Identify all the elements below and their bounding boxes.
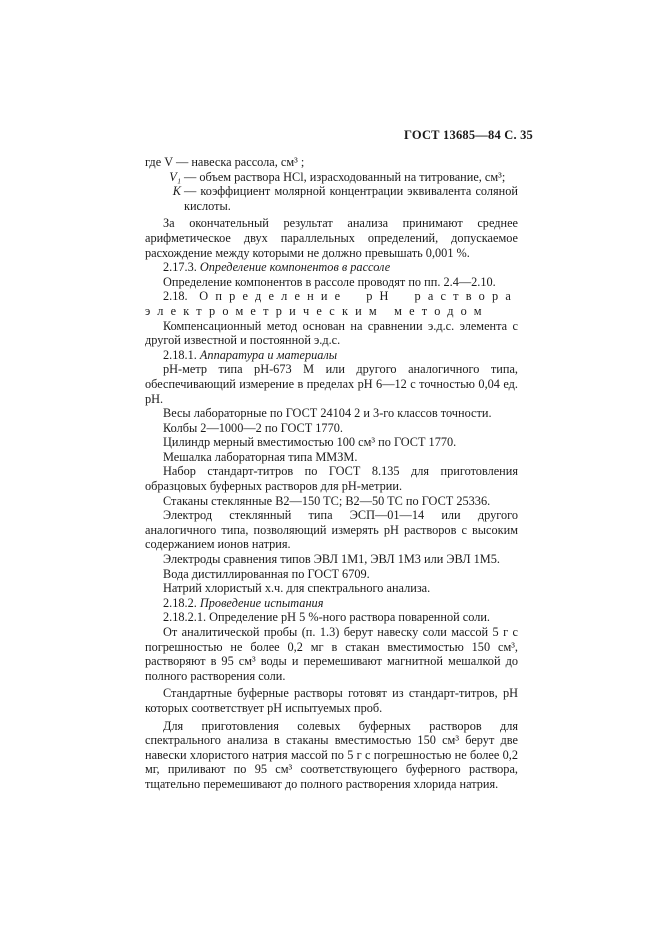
where-v-line: где V — навеска рассола, см³ ; (145, 155, 305, 169)
beakers-item: Стаканы стеклянные B2—150 TC; B2—50 TC по ГОСТ 25336. (163, 493, 491, 508)
ph-meter-item: pH-метр типа pH-673 M или другого аналогичного типа, обеспечивающий измерение в пределах pH 6—12 с точностью 0,04 ед. pH. (145, 362, 518, 406)
flasks-item: Колбы 2—1000—2 по ГОСТ 1770. (163, 420, 343, 435)
water-item: Вода дистиллированная по ГОСТ 6709. (163, 566, 370, 581)
section-number: 2.17.3. (163, 260, 197, 275)
page-header: ГОСТ 13685—84 С. 35 (404, 128, 533, 142)
sample-paragraph: От аналитической пробы (п. 1.3) берут навеску соли массой 5 г с погрешностью не более 0,2 мг в стакан вместимостью 150 см³, растворяют в 95 см³ воды и перемешивают магнитной мешалкой до полного растворения соли. (145, 625, 518, 683)
electrode-item: Электрод стеклянный типа ЭСП—01—14 или другого аналогичного типа, позволяющий измерять pH растворов с высоким содержанием ионов натрия. (145, 508, 518, 552)
cylinder-item: Цилиндр мерный вместимостью 100 см³ по ГОСТ 1770. (163, 435, 457, 450)
method-paragraph: Компенсационный метод основан на сравнении э.д.с. элемента с другой известной и постоянной э.д.с. (145, 318, 518, 348)
section-title: Определение pH раствора электрометрическим методом (145, 289, 519, 318)
nacl-item: Натрий хлористый х.ч. для спектрального анализа. (163, 581, 431, 596)
k-text: — коэффициент молярной концентрации эквивалента соляной кислоты. (184, 184, 518, 213)
section-2-18-heading (145, 289, 518, 318)
section-2-18-2-1: 2.18.2.1. Определение pH 5 %-ного раствора поваренной соли. (163, 610, 491, 625)
k-symbol: K (172, 184, 181, 199)
stirrer-item: Мешалка лабораторная типа ММЗМ. (163, 449, 358, 464)
salt-buffers-paragraph: Для приготовления солевых буферных растворов для спектрального анализа в стаканы вместимостью 150 см³ берут две навески хлористого натрия массой по 5 г с погрешностью не более 0,2 мг, приливают по 95 см³ соответствующего буферного раствора, тщательно перемешивают до полного растворения хлорида натрия. (145, 718, 518, 791)
section-2-17-3-heading (145, 260, 518, 275)
section-number: 2.18. (163, 289, 188, 304)
titrants-item: Набор стандарт-титров по ГОСТ 8.135 для приготовления образцовых буферных растворов для pH-метрии. (145, 464, 518, 494)
section-2-18-1-heading (145, 348, 518, 363)
v1-definition (145, 170, 518, 185)
body-text (145, 155, 518, 792)
section-number: 2.18.1. (163, 347, 197, 362)
components-paragraph: Определение компонентов в рассоле проводят по пп. 2.4—2.10. (163, 274, 496, 289)
ref-electrodes-item: Электроды сравнения типов ЭВЛ 1M1, ЭВЛ 1M3 или ЭВЛ 1M5. (163, 552, 500, 567)
buffers-paragraph: Стандартные буферные растворы готовят из стандарт-титров, pH которых соответствует pH испытуемых проб. (145, 686, 518, 715)
section-title: Проведение испытания (199, 595, 324, 610)
section-title: Аппаратура и материалы (199, 347, 338, 362)
v1-symbol: V₁ (169, 169, 181, 184)
k-definition (145, 184, 518, 213)
section-number: 2.18.2. (163, 595, 197, 610)
section-2-18-2-heading (145, 596, 518, 611)
v1-text: — объем раствора HCl, израсходованный на титрование, см³; (184, 169, 506, 184)
result-paragraph: За окончательный результат анализа принимают среднее арифметическое двух параллельных определений, допускаемое расхождение между которыми не должно превышать 0,001 %. (145, 216, 518, 260)
scales-item: Весы лабораторные по ГОСТ 24104 2 и 3-го классов точности. (163, 406, 492, 421)
section-title: Определение компонентов в рассоле (199, 260, 391, 275)
